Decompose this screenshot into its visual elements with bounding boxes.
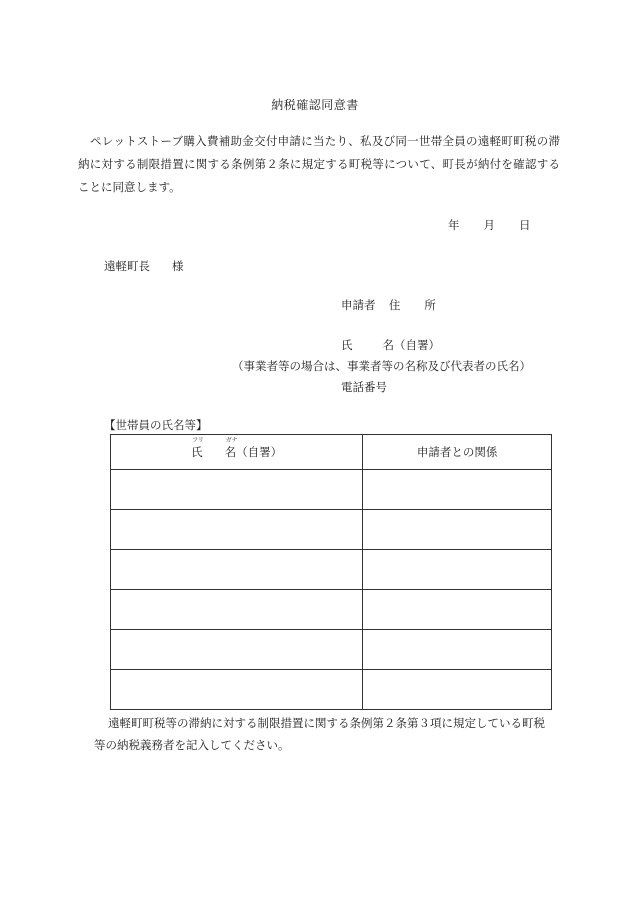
date-line: [448, 217, 531, 233]
date-day: 日: [519, 218, 531, 232]
table-row: [111, 510, 552, 550]
addressee: [104, 258, 184, 274]
table-row: [111, 590, 552, 630]
header-name: [111, 435, 363, 470]
addressee-name: 遠軽町長: [104, 259, 150, 273]
date-month: 月: [483, 218, 495, 232]
address-label-2: 所: [424, 298, 436, 312]
table-row: [111, 470, 552, 510]
consent-paragraph: ペレットストーブ購入費補助金交付申請に当たり、私及び同一世帯全員の遠軽町町税の滞納に対する制限措置に関する条例第２条に規定する町税等について、町長が納付を確認することに同意します。: [78, 134, 560, 194]
furigana-2: ガナ: [225, 437, 238, 444]
member-name-cell[interactable]: [111, 670, 363, 710]
member-name-cell[interactable]: [111, 550, 363, 590]
header-relation: 申請者との関係: [363, 435, 552, 470]
name-label-2: 名（自署）: [382, 338, 440, 352]
header-name-2: 名（自署）: [224, 445, 283, 459]
document-title: 納税確認同意書: [271, 98, 359, 112]
applicant-name-line: [341, 337, 440, 353]
date-year: 年: [448, 218, 460, 232]
member-relation-cell[interactable]: [363, 470, 552, 510]
household-members-table: [110, 434, 552, 710]
member-name-cell[interactable]: [111, 630, 363, 670]
table-row: [111, 670, 552, 710]
address-label-1: 住: [388, 298, 401, 312]
member-name-cell[interactable]: [111, 590, 363, 630]
applicant-label: 申請者: [341, 298, 376, 312]
phone-label: 電話番号: [341, 380, 387, 394]
member-name-cell[interactable]: [111, 470, 363, 510]
business-note: （事業者等の場合は、事業者等の名称及び代表者の氏名）: [232, 359, 531, 373]
member-relation-cell[interactable]: [363, 670, 552, 710]
member-name-cell[interactable]: [111, 510, 363, 550]
member-relation-cell[interactable]: [363, 510, 552, 550]
member-relation-cell[interactable]: [363, 550, 552, 590]
applicant-address-line: [341, 297, 436, 313]
header-name-1: 氏: [191, 445, 203, 459]
table-header-row: [111, 435, 552, 470]
name-label-1: 氏: [341, 338, 353, 352]
table-row: [111, 550, 552, 590]
household-section-label: 【世帯員の氏名等】: [104, 418, 208, 432]
addressee-honorific: 様: [172, 259, 184, 273]
member-relation-cell[interactable]: [363, 630, 552, 670]
member-relation-cell[interactable]: [363, 590, 552, 630]
furigana-1: フリ: [192, 437, 204, 444]
footnote: 遠軽町町税等の滞納に対する制限措置に関する条例第２条第３項に規定している町税等の納税義務者を記入してください。: [94, 716, 545, 752]
table-row: [111, 630, 552, 670]
